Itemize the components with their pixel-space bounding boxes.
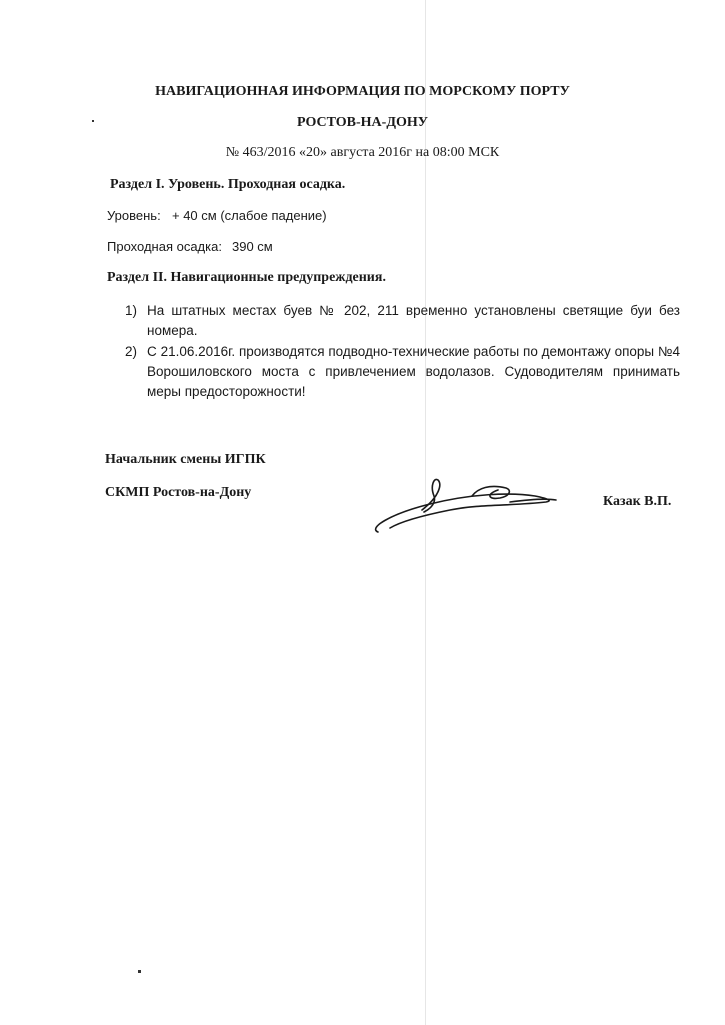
signer-name: Казак В.П. bbox=[603, 494, 672, 509]
draft-label: Проходная осадка: bbox=[107, 239, 222, 254]
scan-speck bbox=[138, 970, 141, 973]
document-title: НАВИГАЦИОННАЯ ИНФОРМАЦИЯ ПО МОРСКОМУ ПОРТУ bbox=[155, 84, 570, 99]
document-subtitle-city: РОСТОВ-НА-ДОНУ bbox=[296, 115, 429, 130]
warning-item bbox=[125, 342, 680, 402]
issue-number-date: № 463/2016 «20» августа 2016г на 08:00 МСК bbox=[225, 145, 500, 160]
section-1-heading: Раздел I. Уровень. Проходная осадка. bbox=[110, 177, 346, 192]
signer-position: Начальник смены ИГПК bbox=[105, 452, 266, 467]
warning-text: На штатных местах буев № 202, 211 временно установлены светящие буи без номера. bbox=[147, 303, 680, 338]
warning-text: С 21.06.2016г. производятся подводно-технические работы по демонтажу опоры №4 Ворошиловского моста с привлечением водолазов. Судоводителям принимать меры предосторожности! bbox=[147, 344, 680, 399]
handwritten-signature bbox=[360, 466, 570, 546]
section-2-heading: Раздел II. Навигационные предупреждения. bbox=[107, 270, 386, 285]
warning-number: 2) bbox=[125, 344, 138, 359]
water-level-value: + 40 см (слабое падение) bbox=[172, 208, 327, 223]
draft-value: 390 см bbox=[232, 239, 273, 254]
warning-item bbox=[125, 301, 680, 341]
signer-organization: СКМП Ростов-на-Дону bbox=[105, 485, 252, 500]
scan-speck bbox=[92, 120, 94, 122]
warning-number: 1) bbox=[125, 303, 138, 318]
water-level-label: Уровень: bbox=[107, 208, 161, 223]
